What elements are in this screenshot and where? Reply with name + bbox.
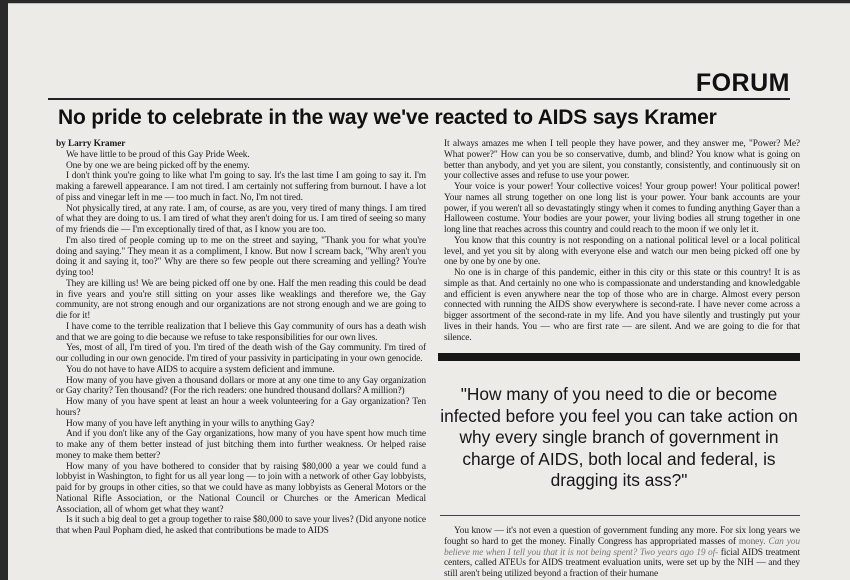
paragraph: It always amazes me when I tell people they have power, and they answer me, "Power? Me? What power?" How can you be so conservative, dumb, and blind? You know what is going on better than anybody, and yet you are silent, you constantly, consistently, and continuously sit on your collective asses and refuse to use your power.: [444, 139, 800, 182]
section-rule: [48, 98, 790, 100]
pull-quote: "How many of you need to die or become infected before you feel you can take action on why every single branch of government in charge of AIDS, both local and federal, is dragging its ass?": [440, 384, 798, 490]
text-segment: ficial AIDS treatment centers, called ATEUs for AIDS treatment evaluation units, were set up by the NIH — and they still aren't being utilized beyond a fraction of their humane: [444, 547, 801, 579]
byline: by Larry Kramer: [56, 139, 126, 149]
section-label: FORUM: [695, 69, 790, 97]
paragraph: [444, 526, 800, 580]
pull-quote-top-rule: [438, 353, 800, 361]
paragraph: You know that this country is not responding on a national political level or a local political level, and yet you sit by along with everyone else and watch our men being picked off one by one by one by one by one.: [444, 235, 800, 268]
paragraph: I'm also tired of people coming up to me on the street and saying, "Thank you for what you're doing and saying." They mean it as a compliment, I know. But now I scream back, "Why aren't you doing it and saying it, too?" Why are there so few people out there screaming and yelling? You're dying too!: [56, 235, 426, 278]
paragraph: We have little to be proud of this Gay Pride Week.: [66, 149, 250, 160]
page-top-edge: [8, 3, 850, 4]
text-segment: money.: [738, 536, 766, 547]
paragraph: How many of you have given a thousand dollars or more at any one time to any Gay organization or Gay charity? Ten thousand? (For the rich readers: one hundred thousand dollars? A million?): [56, 375, 426, 397]
paragraph: How many of you have spent at least an hour a week volunteering for a Gay organization? Ten hours?: [56, 397, 426, 418]
paragraph: Is it such a big deal to get a group together to raise $80,000 to save your lives? (Did anyone notice that when Paul Popham died, he asked that contributions be made to AIDS: [56, 515, 426, 536]
paragraph: And if you don't like any of the Gay organizations, how many of you have spent how much time to make any of them better instead of just bitching them into further weakness. Or helped raise money to make them better?: [56, 429, 426, 461]
paragraph: One by one we are being picked off by the enemy.: [66, 160, 250, 171]
right-column: [444, 139, 800, 343]
paragraph: Yes, most of all, I'm tired of you. I'm tired of the death wish of the Gay community. I'm tired of our colluding in our own genocide. I'm tired of your passivity in participating in your own genocide.: [56, 343, 426, 364]
right-column-continued: [444, 526, 800, 580]
faded-text-segment: Can you believe me when I tell you that it is not being spent? Two years ago 19 of-: [444, 536, 800, 558]
left-column: [56, 139, 426, 537]
paragraph: No one is in charge of this pandemic, either in this city or this state or this country! It is as simple as that. And certainly no one who is compassionate and understanding and knowledgable and efficient is even anywhere near the top of those who are in charge. Almost every person connected with running the AIDS show everywhere is second-rate. I have never come across a bigger assortment of the second-rate in my life. And you have silently and trustingly put your lives in their hands. You — who are first rate — are silent. And we are going to die for that silence.: [444, 268, 800, 343]
paragraph: How many of you have left anything in your wills to anything Gay?: [66, 418, 315, 429]
newspaper-page: [8, 3, 850, 580]
paragraph: Your voice is your power! Your collective voices! Your group power! Your political power! Your names all strung together on one long list is your power. Your bank accounts are your power, if you weren't all so devastatingly stingy when it comes to funding anything Gayer than a Halloween costume. Your bodies are your power, your living bodies all strung together in one long line that reaches across this country and could reach to the moon if we only let it.: [444, 182, 800, 235]
headline: No pride to celebrate in the way we've reacted to AIDS says Kramer: [58, 106, 717, 129]
paragraph: How many of you have bothered to consider that by raising $80,000 a year we could fund a lobbyist in Washington, to fight for us all year long — to join with a network of other Gay lobbyists, paid for by groups in other cities, so that we could have as many lobbyists as General Motors or the National Rifle Association, or the National Council or Churches or the American Medical Association, all of whom get what they want?: [56, 461, 426, 515]
paragraph: They are killing us! We are being picked off one by one. Half the men reading this could be dead in five years and you're still sitting on your asses like weaklings and therefore we, the Gay community, are not strong enough and our organizations are not strong enough and we are going to die for it!: [56, 278, 426, 321]
paragraph: Not physically tired, at any rate. I am, of course, as are you, very tired of many things. I am tired of what they are doing to us. I am tired of what they aren't doing for us. I am tired of seeing so many of my friends die — I'm exceptionally tired of that, as I know you are too.: [56, 203, 426, 235]
paragraph: You do not have to have AIDS to acquire a system deficient and immune.: [66, 364, 335, 375]
paragraph: I have come to the terrible realization that I believe this Gay community of ours has a death wish and that we are going to die because we refuse to take responsibilities for our own lives.: [56, 321, 426, 343]
pull-quote-bottom-rule: [440, 515, 800, 516]
text-segment: You know — it's not even a question of government funding any more. For six long years we fought so hard to get the money. Finally Congress has appropriated masses of: [444, 526, 800, 547]
paragraph: I don't think you're going to like what I'm going to say. It's the last time I am going to say it. I'm making a farewell appearance. I am not tired. I am certainly not suffering from burnout. I have a lot of piss and vinegar left in me — too much in fact. No, I'm not tired.: [56, 171, 426, 203]
